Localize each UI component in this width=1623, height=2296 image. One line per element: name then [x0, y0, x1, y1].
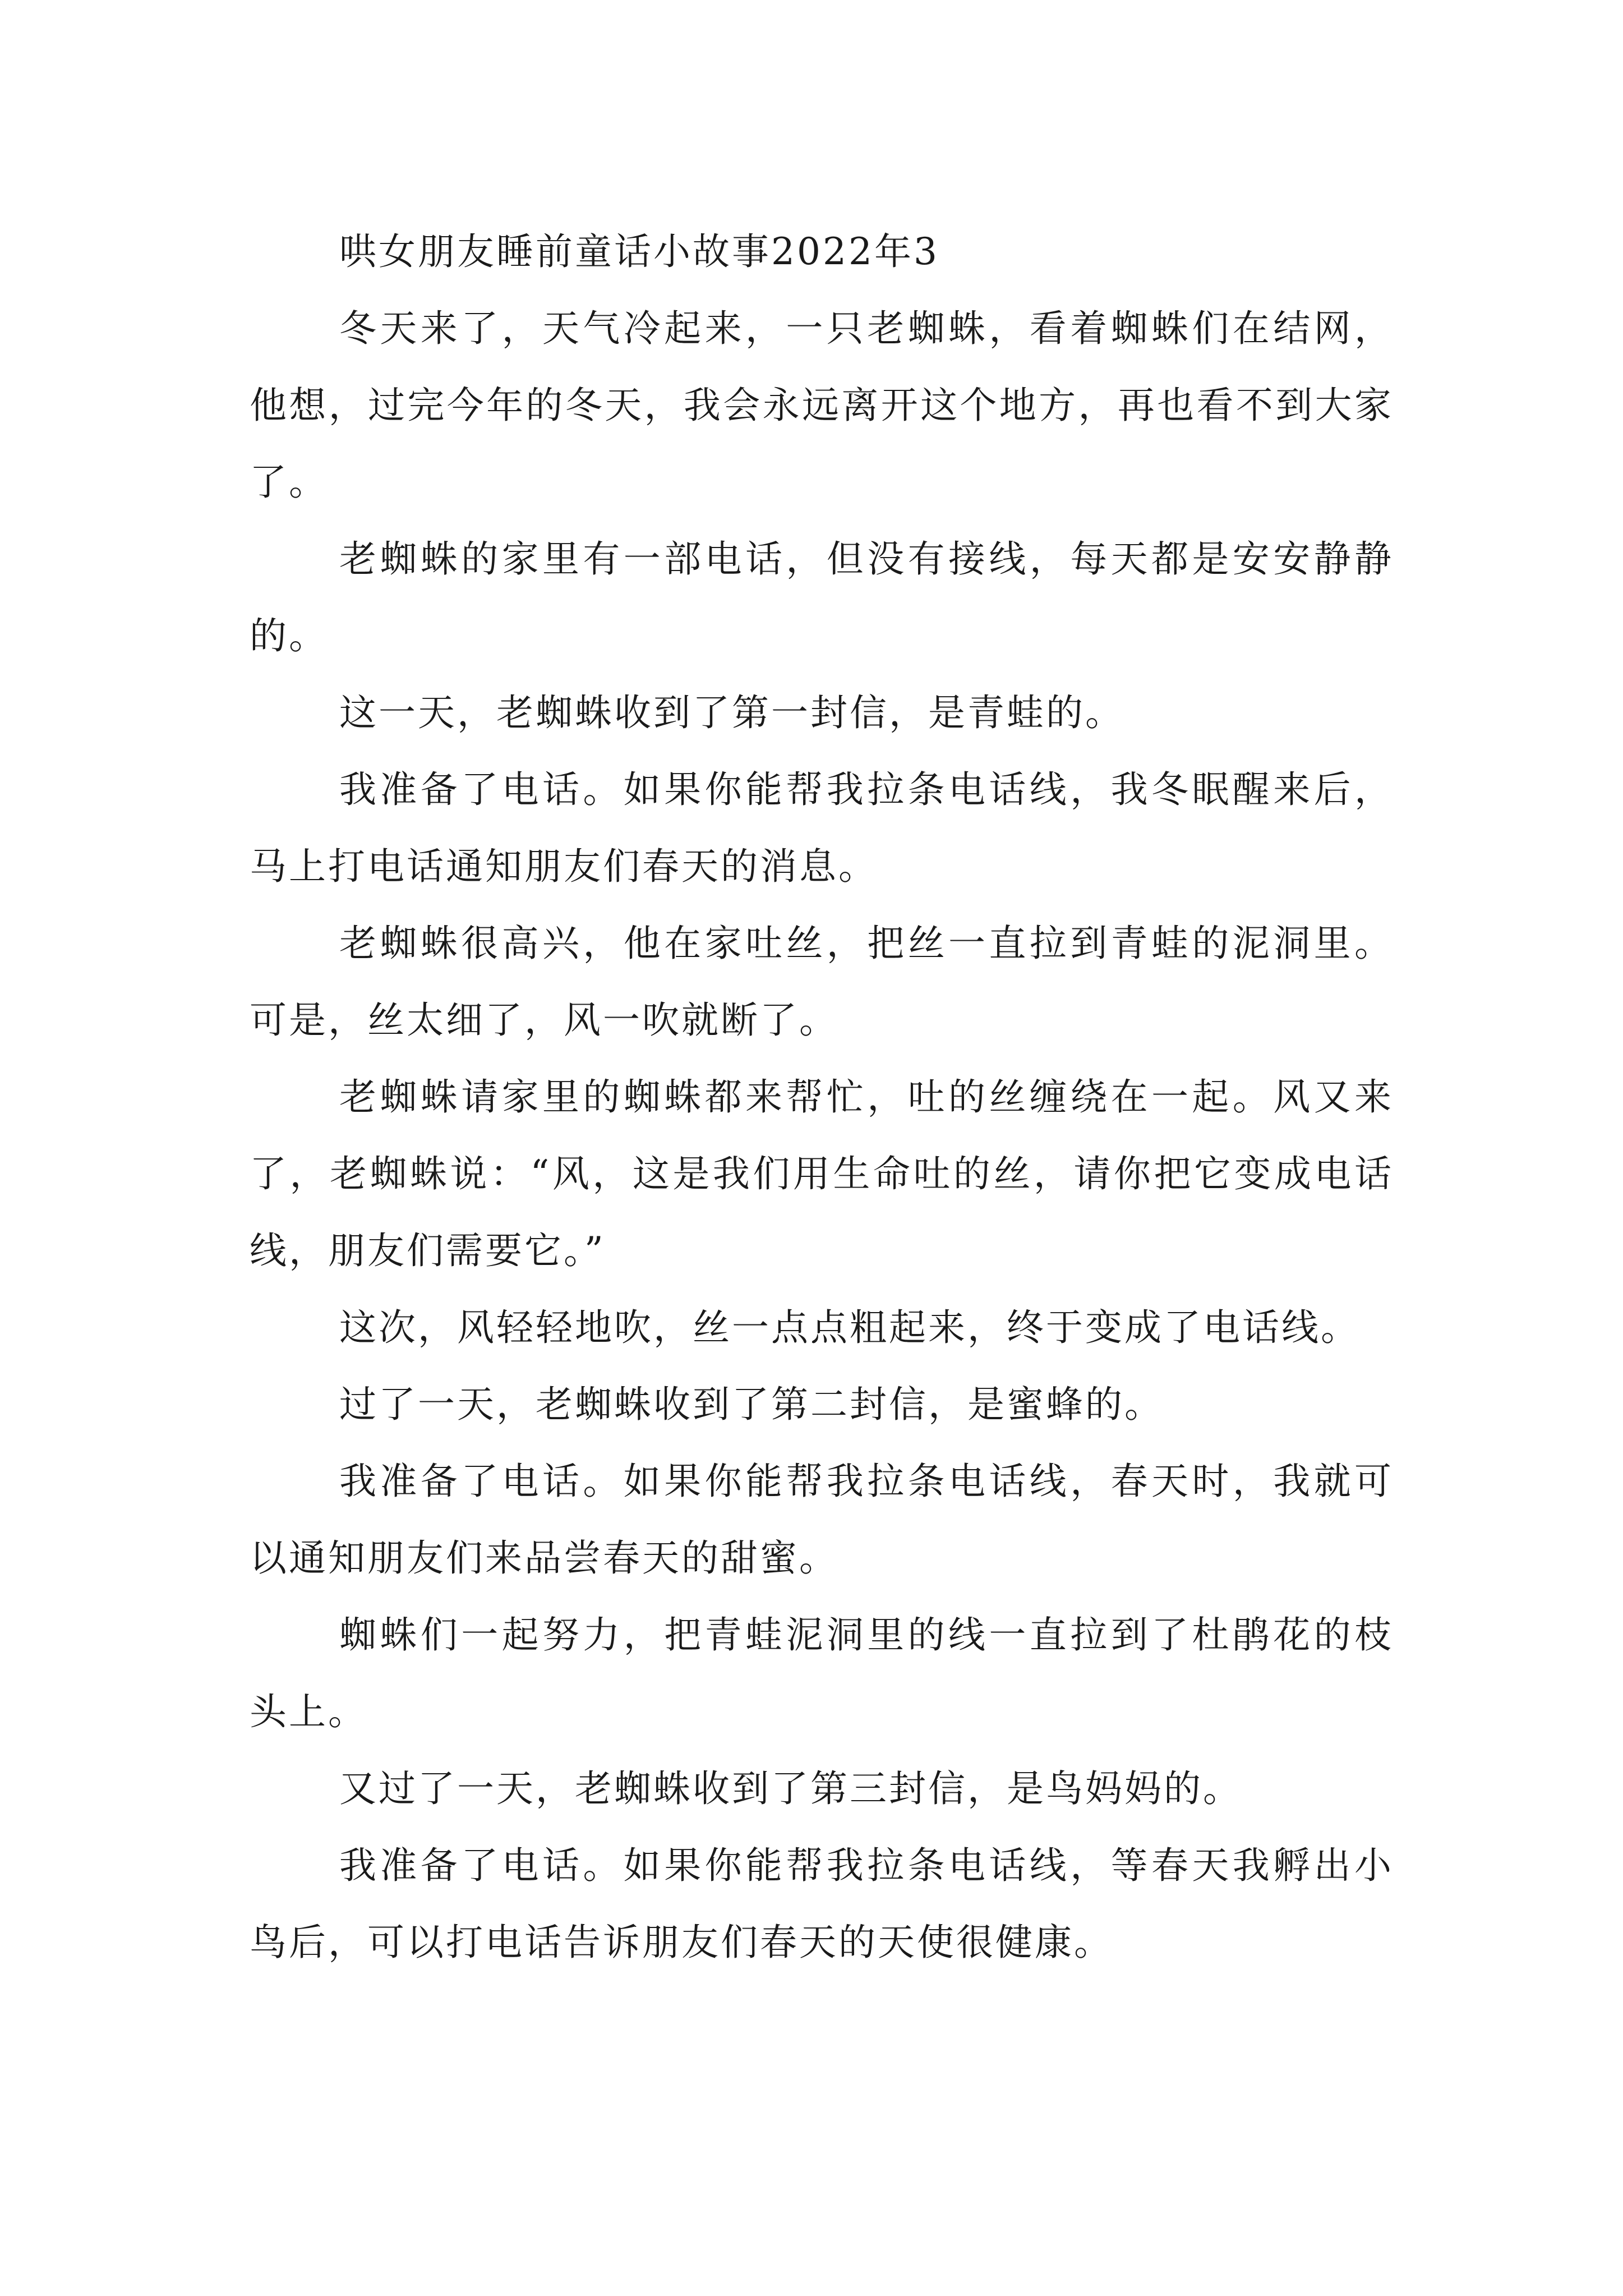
document-body: [250, 213, 1394, 1981]
paragraph: 我准备了电话。如果你能帮我拉条电话线，我冬眠醒来后，马上打电话通知朋友们春天的消息。: [250, 768, 1394, 888]
paragraph: 这次，风轻轻地吹，丝一点点粗起来，终于变成了电话线。: [339, 1306, 1360, 1349]
paragraph: 过了一天，老蜘蛛收到了第二封信，是蜜蜂的。: [339, 1383, 1164, 1426]
paragraph: 我准备了电话。如果你能帮我拉条电话线，春天时，我就可以通知朋友们来品尝春天的甜蜜。: [250, 1460, 1394, 1580]
paragraph: 这一天，老蜘蛛收到了第一封信，是青蛙的。: [339, 691, 1124, 734]
paragraph: 我准备了电话。如果你能帮我拉条电话线，等春天我孵出小鸟后，可以打电话告诉朋友们春天的天使很健康。: [250, 1844, 1394, 1964]
paragraph: 蜘蛛们一起努力，把青蛙泥洞里的线一直拉到了杜鹃花的枝头上。: [250, 1613, 1394, 1733]
paragraph: 老蜘蛛的家里有一部电话，但没有接线，每天都是安安静静的。: [250, 537, 1394, 657]
document-title: 哄女朋友睡前童话小故事2022年3: [339, 230, 939, 273]
paragraph: 老蜘蛛很高兴，他在家吐丝，把丝一直拉到青蛙的泥洞里。可是，丝太细了，风一吹就断了。: [250, 922, 1394, 1042]
paragraph: 老蜘蛛请家里的蜘蛛都来帮忙，吐的丝缠绕在一起。风又来了，老蜘蛛说：“风，这是我们用生命吐的丝，请你把它变成电话线，朋友们需要它。”: [250, 1075, 1394, 1272]
paragraph: 又过了一天，老蜘蛛收到了第三封信，是鸟妈妈的。: [339, 1767, 1242, 1810]
paragraph: 冬天来了，天气冷起来，一只老蜘蛛，看着蜘蛛们在结网，他想，过完今年的冬天，我会永远离开这个地方，再也看不到大家了。: [250, 307, 1394, 504]
